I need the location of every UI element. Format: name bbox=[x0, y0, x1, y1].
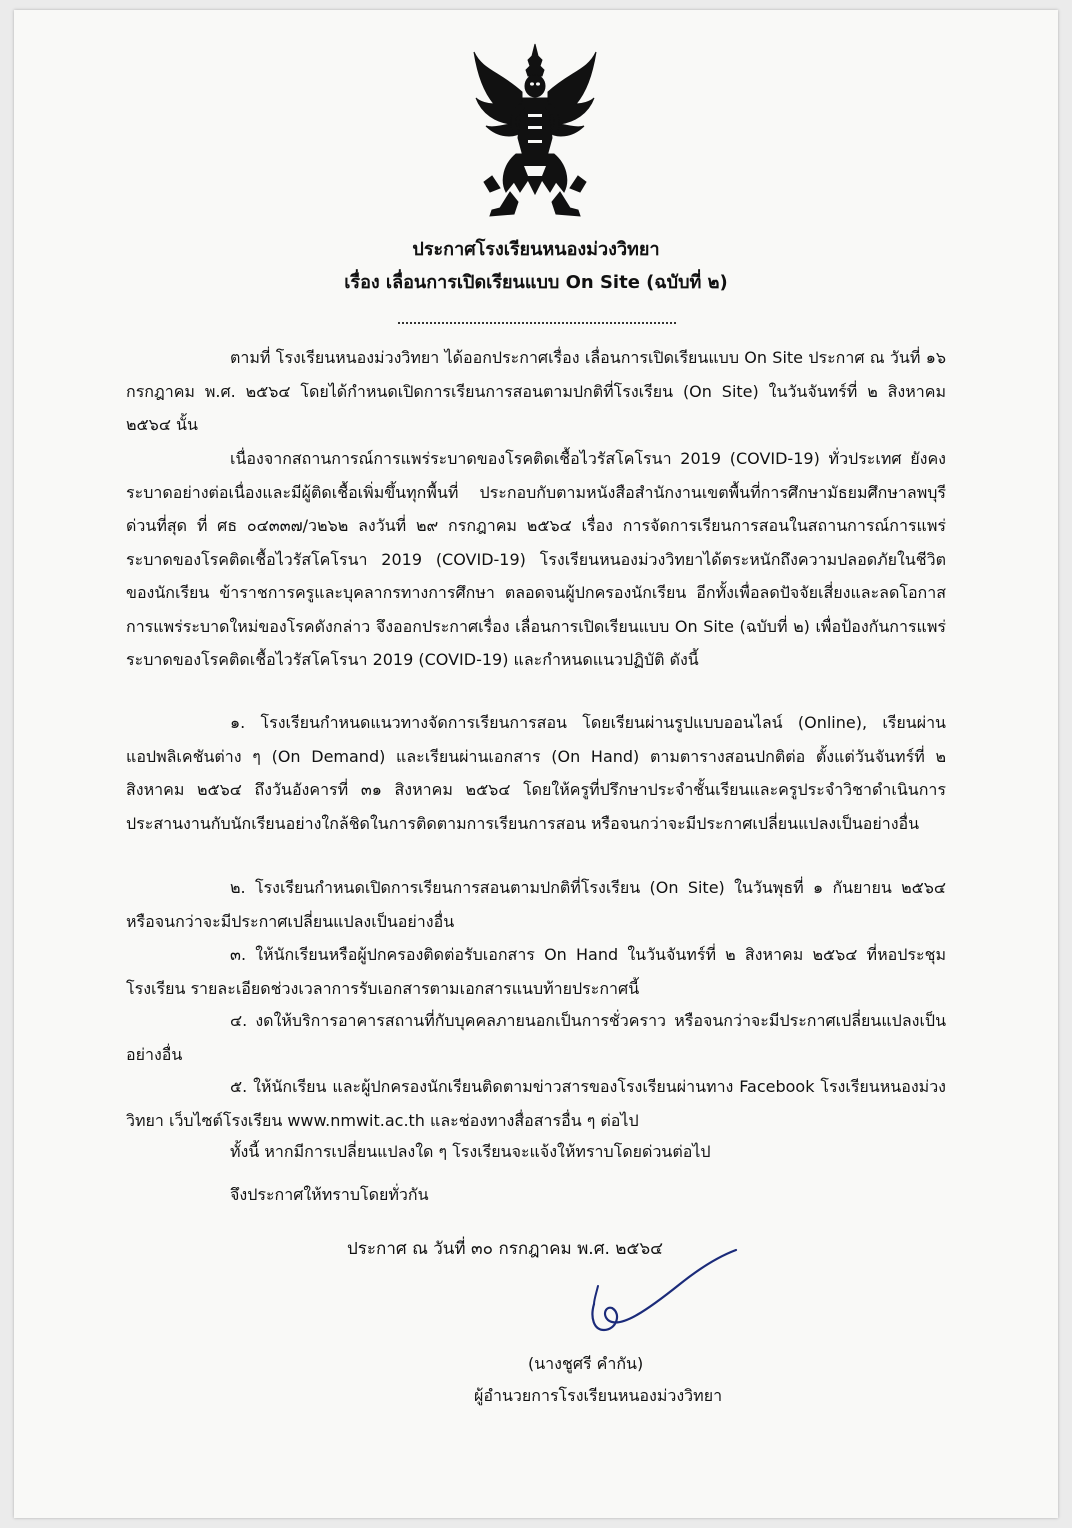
measure-4: ๔. งดให้บริการอาคารสถานที่กับบุคคลภายนอกเป็นการชั่วคราว หรือจนกว่าจะมีประกาศเปลี่ยนแปลงเป็นอย่างอื่น bbox=[126, 1011, 946, 1064]
announcement-date: ประกาศ ณ วันที่ ๓๐ กรกฎาคม พ.ศ. ๒๕๖๔ bbox=[347, 1239, 664, 1259]
paragraph-notice: ทั้งนี้ หากมีการเปลี่ยนแปลงใด ๆ โรงเรียนจะแจ้งให้ทราบโดยด่วนต่อไป bbox=[230, 1142, 711, 1161]
announcement-subject: เรื่อง เลื่อนการเปิดเรียนแบบ On Site (ฉบับที่ ๒) bbox=[344, 272, 728, 293]
signatory-position: ผู้อำนวยการโรงเรียนหนองม่วงวิทยา bbox=[474, 1386, 723, 1405]
measure-3: ๓. ให้นักเรียนหรือผู้ปกครองติดต่อรับเอกสาร On Hand ในวันจันทร์ที่ ๒ สิงหาคม ๒๕๖๔ ที่หอประชุมโรงเรียน รายละเอียดช่วงเวลาการรับเอกสารตามเอกสารแนบท้ายประกาศนี้ bbox=[126, 945, 946, 998]
paragraph-background: ตามที่ โรงเรียนหนองม่วงวิทยา ได้ออกประกาศเรื่อง เลื่อนการเปิดเรียนแบบ On Site ประกาศ ณ วันที่ ๑๖ กรกฎาคม พ.ศ. ๒๕๖๔ โดยได้กำหนดเปิดการเรียนการสอนตามปกติที่โรงเรียน (On Site) ในวันจันทร์ที่ ๒ สิงหาคม ๒๕๖๔ นั้น bbox=[126, 348, 946, 434]
measure-2: ๒. โรงเรียนกำหนดเปิดการเรียนการสอนตามปกติที่โรงเรียน (On Site) ในวันพุธที่ ๑ กันยายน ๒๕๖๔ หรือจนกว่าจะมีประกาศเปลี่ยนแปลงเป็นอย่างอื่น bbox=[126, 878, 947, 931]
announcement-title: ประกาศโรงเรียนหนองม่วงวิทยา bbox=[412, 239, 660, 260]
measure-5: ๕. ให้นักเรียน และผู้ปกครองนักเรียนติดตามข่าวสารของโรงเรียนผ่านทาง Facebook โรงเรียนหนองม่วงวิทยา เว็บไซต์โรงเรียน www.nmwit.ac.th และช่องทางสื่อสารอื่น ๆ ต่อไป bbox=[126, 1077, 946, 1130]
measure-1: ๑. โรงเรียนกำหนดแนวทางจัดการเรียนการสอน โดยเรียนผ่านรูปแบบออนไลน์ (Online), เรียนผ่านแอปพลิเคชันต่าง ๆ (On Demand) และเรียนผ่านเอกสาร (On Hand) ตามตารางสอนปกติต่อ ตั้งแต่วันจันทร์ที่ ๒ สิงหาคม ๒๕๖๔ ถึงวันอังคารที่ ๓๑ สิงหาคม ๒๕๖๔ โดยให้ครูที่ปรึกษาประจำชั้นเรียนและครูประจำวิชาดำเนินการประสานงานกับนักเรียนอย่างใกล้ชิดในการติดตามการเรียนการสอน หรือจนกว่าจะมีประกาศเปลี่ยนแปลงเป็นอย่างอื่น bbox=[126, 713, 946, 833]
handwritten-signature bbox=[560, 1248, 740, 1348]
paragraph-situation: เนื่องจากสถานการณ์การแพร่ระบาดของโรคติดเชื้อไวรัสโคโรนา 2019 (COVID-19) ทั่วประเทศ ยังคงระบาดอย่างต่อเนื่องและมีผู้ติดเชื้อเพิ่มขึ้นทุกพื้นที่ ประกอบกับตามหนังสือสำนักงานเขตพื้นที่การศึกษามัธยมศึกษาลพบุรี ด่วนที่สุด ที่ ศธ ๐๔๓๓๗/ว๒๖๒ ลงวันที่ ๒๙ กรกฎาคม ๒๕๖๔ เรื่อง การจัดการเรียนการสอนในสถานการณ์การแพร่ระบาดของโรคติดเชื้อไวรัสโคโรนา 2019 (COVID-19) โรงเรียนหนองม่วงวิทยาได้ตระหนักถึงความปลอดภัยในชีวิตของนักเรียน ข้าราชการครูและบุคลากรทางการศึกษา ตลอดจนผู้ปกครองนักเรียน อีกทั้งเพื่อลดปัจจัยเสี่ยงและลดโอกาสการแพร่ระบาดใหม่ของโรคดังกล่าว จึงออกประกาศเรื่อง เลื่อนการเปิดเรียนแบบ On Site (ฉบับที่ ๒) เพื่อป้องกันการแพร่ระบาดของโรคติดเชื้อไวรัสโคโรนา 2019 (COVID-19) และกำหนดแนวปฏิบัติ ดังนี้ bbox=[126, 449, 946, 669]
signatory-name: (นางชูศรี คำกัน) bbox=[528, 1354, 644, 1373]
garuda-emblem-icon bbox=[470, 42, 600, 218]
dotted-divider bbox=[398, 322, 676, 324]
closing-line: จึงประกาศให้ทราบโดยทั่วกัน bbox=[230, 1185, 429, 1204]
